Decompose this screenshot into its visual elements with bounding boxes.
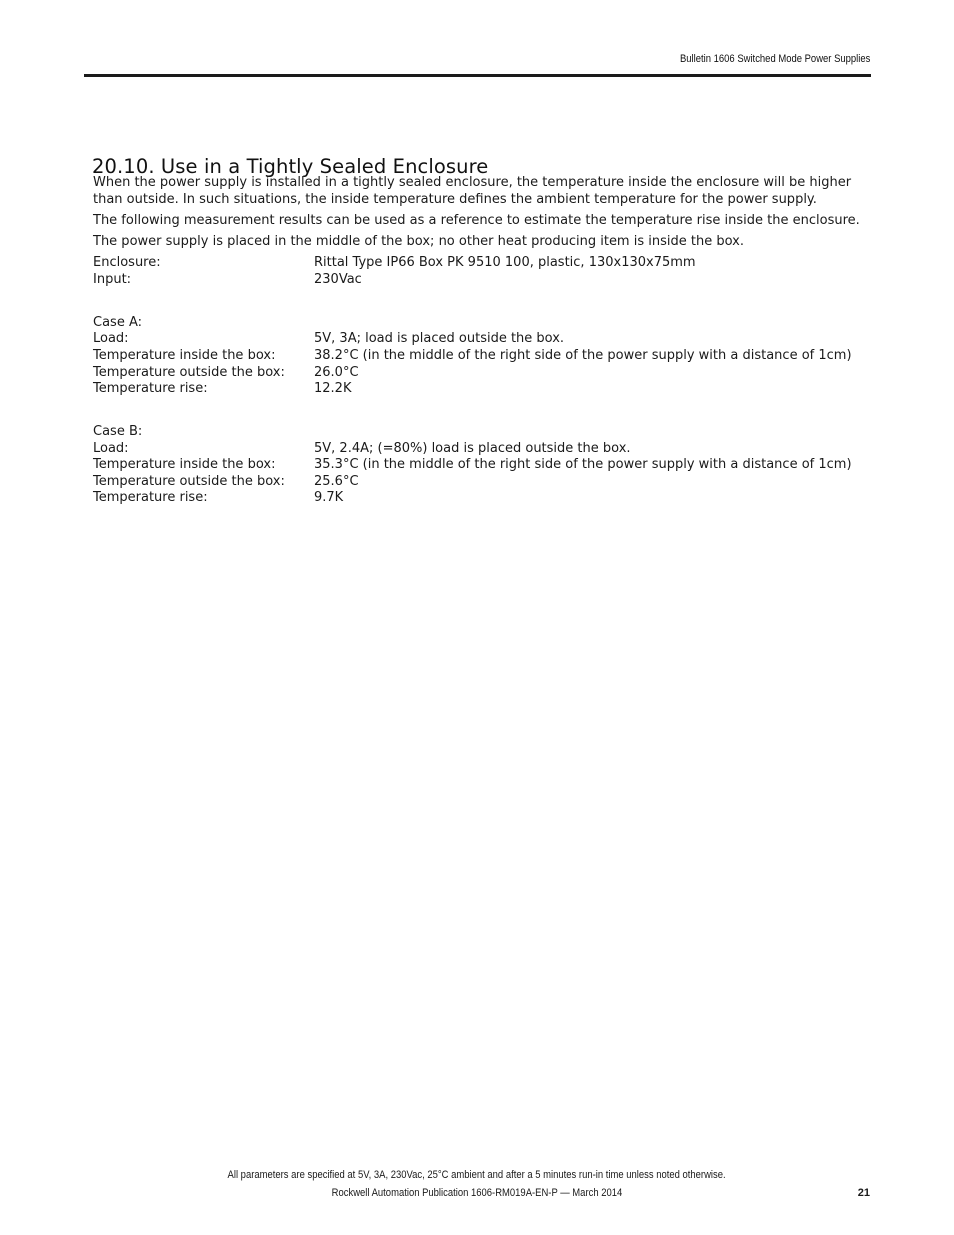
footer-note-text: All parameters are specified at 5V, 3A, 230Vac, 25°C ambient and after a 5 minutes run-in time unless noted otherwise. [227, 1169, 727, 1181]
row-label: Temperature inside the box: [93, 457, 276, 472]
row-label: Load: [93, 331, 129, 346]
case-b-row-load [93, 440, 873, 457]
case-a-title [93, 314, 873, 331]
paragraph-line: The following measurement results can be used as a reference to estimate the temperature rise inside the enclosure. [93, 213, 860, 228]
footer-publication [0, 1187, 954, 1199]
row-label: Temperature rise: [93, 490, 208, 505]
page-number: 21 [857, 1187, 870, 1199]
case-b-title [93, 423, 873, 440]
footer-publication-text: Rockwell Automation Publication 1606-RM019A-EN-P — March 2014 [331, 1187, 623, 1199]
section-heading: 20.10. Use in a Tightly Sealed Enclosure [92, 155, 489, 179]
paragraph-line: than outside. In such situations, the inside temperature defines the ambient temperature for the power supply. [93, 192, 817, 207]
row-value: 230Vac [314, 272, 362, 287]
row-value: 26.0°C [314, 365, 359, 380]
case-a-row-temp-inside [93, 347, 873, 364]
row-label: Temperature outside the box: [93, 365, 285, 380]
footer-note [0, 1169, 954, 1181]
paragraph-line: When the power supply is installed in a tightly sealed enclosure, the temperature inside the enclosure will be higher [93, 175, 852, 190]
row-value: 12.2K [314, 381, 352, 396]
row-value: 25.6°C [314, 474, 359, 489]
row-label: Temperature rise: [93, 381, 208, 396]
row-value: 9.7K [314, 490, 344, 505]
case-a-row-temp-outside [93, 364, 873, 381]
row-label: Temperature outside the box: [93, 474, 285, 489]
row-label: Enclosure: [93, 255, 161, 270]
row-label: Input: [93, 272, 132, 287]
row-value: Rittal Type IP66 Box PK 9510 100, plastic, 130x130x75mm [314, 255, 696, 270]
case-b-row-temp-rise [93, 489, 873, 506]
case-title: Case A: [93, 315, 142, 330]
setup-row-enclosure [93, 254, 873, 271]
row-label: Load: [93, 441, 129, 456]
header-title: Bulletin 1606 Switched Mode Power Supplies [679, 53, 870, 65]
row-value: 38.2°C (in the middle of the right side of the power supply with a distance of 1cm) [314, 348, 852, 363]
header-rule [84, 74, 871, 77]
row-value: 5V, 3A; load is placed outside the box. [314, 331, 565, 346]
row-value: 5V, 2.4A; (=80%) load is placed outside the box. [314, 441, 631, 456]
case-b-row-temp-outside [93, 473, 873, 490]
setup-row-input [93, 271, 873, 288]
case-title: Case B: [93, 424, 143, 439]
paragraph-line: The power supply is placed in the middle of the box; no other heat producing item is inside the box. [93, 234, 744, 249]
row-label: Temperature inside the box: [93, 348, 276, 363]
case-b-row-temp-inside [93, 456, 873, 473]
case-a-row-load [93, 330, 873, 347]
row-value: 35.3°C (in the middle of the right side of the power supply with a distance of 1cm) [314, 457, 852, 472]
case-a-row-temp-rise [93, 380, 873, 397]
